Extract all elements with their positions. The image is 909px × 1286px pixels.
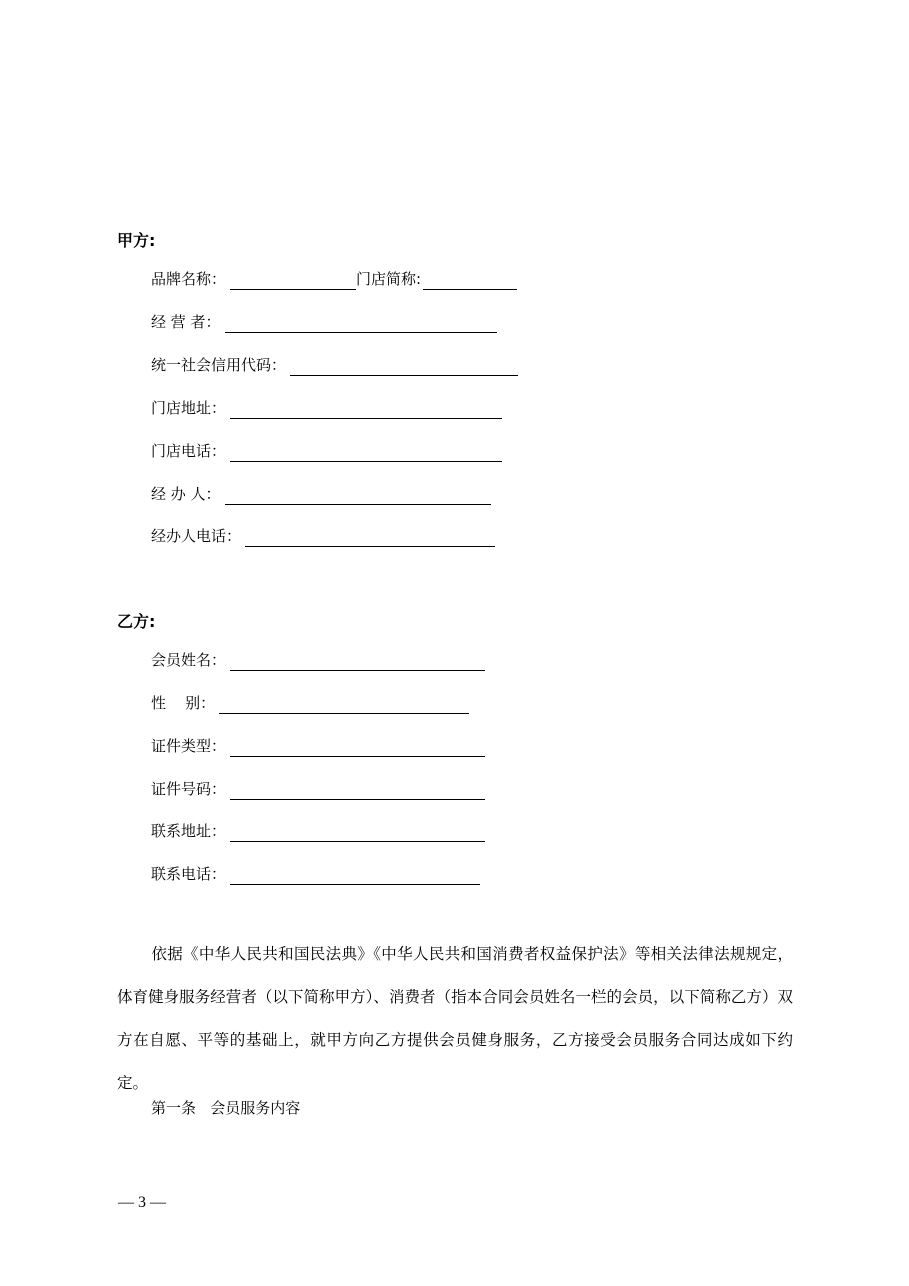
handler-phone-blank[interactable]: [245, 530, 495, 547]
handler-field: [151, 483, 491, 505]
id-type-field: [151, 735, 485, 757]
member-name-label: 会员姓名：: [151, 651, 227, 669]
contact-address-label: 联系地址：: [151, 822, 227, 840]
store-address-blank[interactable]: [230, 402, 502, 419]
contact-phone-label: 联系电话：: [151, 865, 227, 883]
id-type-label: 证件类型：: [151, 737, 227, 755]
member-name-field: [151, 649, 485, 671]
brand-name-field: [151, 268, 517, 290]
credit-code-blank[interactable]: [290, 359, 518, 376]
contract-preamble: [117, 933, 793, 1105]
store-short-name-blank[interactable]: [423, 273, 517, 290]
gender-label: 性 别：: [151, 694, 216, 712]
party-a-title: 甲方:: [117, 231, 156, 250]
contact-phone-blank[interactable]: [230, 868, 480, 885]
operator-blank[interactable]: [225, 316, 497, 333]
store-phone-field: [151, 440, 502, 462]
gender-field: [151, 692, 469, 714]
credit-code-label: 统一社会信用代码：: [151, 356, 287, 374]
contact-phone-field: [151, 863, 480, 885]
id-number-field: [151, 778, 485, 800]
store-address-field: [151, 397, 502, 419]
contract-preamble-text: 依据《中华人民共和国民法典》《中华人民共和国消费者权益保护法》等相关法律法规规定，体育健身服务经营者（以下简称甲方）、消费者（指本合同会员姓名一栏的会员，以下简称乙方）双方在自愿、平等的基础上，就甲方向乙方提供会员健身服务，乙方接受会员服务合同达成如下约定。: [117, 945, 793, 1092]
contact-address-field: [151, 820, 485, 842]
handler-phone-label: 经办人电话：: [151, 527, 242, 545]
operator-field: [151, 311, 497, 333]
member-name-blank[interactable]: [230, 654, 485, 671]
handler-blank[interactable]: [225, 488, 491, 505]
brand-name-label: 品牌名称：: [151, 270, 227, 288]
id-number-label: 证件号码：: [151, 780, 227, 798]
id-number-blank[interactable]: [230, 783, 485, 800]
store-phone-label: 门店电话：: [151, 442, 227, 460]
credit-code-field: [151, 354, 518, 376]
store-phone-blank[interactable]: [230, 445, 502, 462]
operator-label: 经 营 者：: [151, 313, 221, 331]
store-short-name-label: 门店简称:: [356, 270, 422, 288]
page-number: — 3 —: [118, 1194, 166, 1211]
id-type-blank[interactable]: [230, 740, 485, 757]
party-b-title: 乙方:: [117, 612, 156, 631]
article-1-heading: 第一条 会员服务内容: [151, 1099, 301, 1117]
brand-name-blank[interactable]: [230, 273, 356, 290]
handler-phone-field: [151, 525, 495, 547]
handler-label: 经 办 人：: [151, 485, 221, 503]
store-address-label: 门店地址：: [151, 399, 227, 417]
gender-blank[interactable]: [219, 697, 469, 714]
contact-address-blank[interactable]: [230, 825, 485, 842]
